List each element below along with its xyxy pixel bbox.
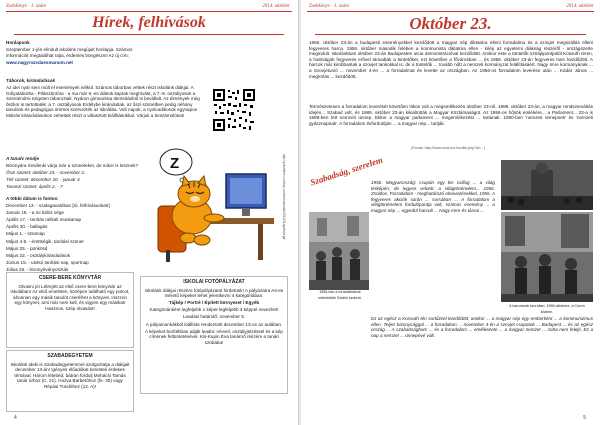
crowd-photo-illustration xyxy=(309,212,369,290)
date-line: Május 1. - szünnap xyxy=(6,231,45,237)
left-header-rule xyxy=(6,11,292,12)
szabadegyetem-text: Iskolánk ideki is Szabadegyetemmel szolgoztatja a diákjait december 13-án! Igényes előadókat kerestek érdekes témával. Három létebéd, bátran fordulj Mohácsi Tamás tanár úrhoz (C. 21). Hozva Barbetóhoz (fe. 30) vagy Répási Tündéhez (12. A)! xyxy=(10,361,130,389)
tail-text: Ez az egész a Kossuth téri sortűzzel kezdődött, amikor ... a magyar nép egy emberként ... a kommunizmus ellen. Teljes bizonysággal ... a forradalom ... november 4-én a szovjet csapatok ... Budapest ... és az egész ország ... A szabadságharc ... és a forradalom ... emlékezete ... a magyar nemzet ... soha nem felejti. Ez a nap a nemzet ... ünnepévé vált. xyxy=(371,316,593,338)
garfield-cartoon xyxy=(148,146,286,264)
caption-top: 1956-ban a forradalmárok ledöntötték Sztálin szobrát. xyxy=(318,290,362,300)
fotopalyazat-heading: ISKOLAI FOTÓPÁLYÁZAT xyxy=(183,279,245,285)
left-page-number: 4 xyxy=(14,415,17,421)
honlap-text: Szeptember 1-jén elindult iskolánk megújult honlapja. Számos információt megtalálhat rajta, érdemes böngészni! Az új cím: xyxy=(6,47,133,58)
date-line: Június 15. - utolsó tanítási nap, sportnap xyxy=(6,259,89,265)
right-header-date: 2014. október xyxy=(566,4,594,9)
left-header-date: 2014. október xyxy=(262,4,290,9)
honlap-heading: Honlapunk xyxy=(6,40,30,45)
tanulv-section xyxy=(6,156,156,191)
szabadegyetem-box xyxy=(6,350,134,412)
fotopalyazat-text1: Iskolánk diákjai részére fotópályázatot hirdetünk! A pályázatra A4-es méretű képeket lehet jelentkezni 4 kategóriában: xyxy=(144,287,284,299)
right-page-number: 5 xyxy=(583,415,586,421)
date-line: Május 22. - osztálykirándulások xyxy=(6,252,71,258)
taborok-heading: Táborok, kirándulások xyxy=(6,78,56,83)
tanulv-line: Tavaszi szünet: április 2. - 7. xyxy=(6,184,64,190)
svg-text:Z: Z xyxy=(170,155,180,172)
intro-text: 1956. október 23-án a budapesti eseményekkel kezdődött a magyar nép diktatúra elleni forradalma és a szovjet megszállás elleni fegyveres harca. 1956. október második felében a kommunista diktatúra ellen - kilép az egyetemi diákság részéről - országszerte megindult. Iskolánkban október 23-án Budapesten utcai demonstrációval kezdődött. Amikor este a tüntetők sztrájkpontjaitól Kossuth téren, a hatóságok fegyveres erővel támadták a tüntetőket, ezt követően a fővárosban ... és 1956. október 23-án fegyveres harc kezdődött. A harcok már kirobbantak a szovjet tankokkal is, de a tüntetők ... tovább nőtt a nemzeti kormányzat felállításáért. Nagy Imre kormányának ... a Szovjetunió ... november 4-én ... a forradalmat és levette az országban. Az 1956-os forradalom leverése után ... Kádár János ... megtorlás ... kezdődött. xyxy=(309,40,593,79)
fotopalyazat-text2: Kategóriánként legfeljebb 1 képet legfeljebb 3 képpel nevezhet! xyxy=(149,307,279,313)
fighters-photo xyxy=(501,212,593,302)
date-line: Július 26. - bizonyítványosztás xyxy=(6,266,69,272)
statue-photo xyxy=(501,160,593,210)
right-page xyxy=(301,0,600,425)
szabadegyetem-heading: SZABADEGYETEM xyxy=(47,353,93,359)
fotopalyazat-text4: A képeket borítékban adják leadni: névvel, osztályjelzéssel és a kép címének feltüntetésével. Kis-Kupin Éva tanárnő részére a tanári szobába! xyxy=(145,328,283,345)
fotopalyazat-box xyxy=(140,276,288,394)
second-paragraph: Természetesen a forradalom leverését követően titkos volt a megemlékezés október 23-ról. 1989. október 23-án, a magyar rendszerváltás idején... Szabad volt, és 1989. október 23-án kikiáltották a Magyar Köztársaságot. Az 1956-os hősök emlékére... a Parlament... 23-a is 1989-ben lett nemzeti ünnep. Ekkor a magyar parlament ... megemlékezést ... tartanak. 1990-ben 'nemzeti ünnepnek' és 'nemzeti gyásznapnak'. A forradalom évfordulóján ... a magyar nép... tartják. xyxy=(309,104,593,126)
cartoon-source: http://pulsefibre.com/wp-content/uploads/2014/01/garfield.gif xyxy=(282,154,286,240)
dates-heading: A többi dátum is fontos: xyxy=(6,196,59,201)
left-header-issue: Zsebkönyv · 1. szám xyxy=(6,4,46,9)
statue-photo-illustration xyxy=(501,160,593,210)
taborok-text: Az idei nyár sem múlt el események nélkül. Számos táborban vettek részt iskolánk diákjai. A Gólyatáborba - Pilisszántóra - a ma már 9.-es diákok kaptak meghívást, a 7.-8. osztályosok a Szentendrei szigeten táboroztak. Nyáron gimnazista ökrösításból is bevállalt. Az élmények még őszkor is tartottaték: a 7. osztályosok Erdélybe kirándultak, az őszi szünetben pedig néhány tanulónk és pedagógus örömet szervezték az iskolába. Volt napok, a nyolcadikosok egynapos Mátrás kirándulásokon vehettek részt a választott kiállításokkal. Várjuk a beszámolókat! xyxy=(6,85,200,119)
dates-section xyxy=(6,196,146,274)
fighters-photo-illustration xyxy=(501,212,593,302)
crowd-photo xyxy=(309,212,369,290)
tanulv-line: Őszi szünet: október 23. - november 2. xyxy=(6,170,86,176)
date-line: Január 16. - a mi hálóz vége xyxy=(6,210,64,216)
qr-code xyxy=(212,88,256,132)
date-line: December 13. - szalagavatóban [tó. felhívásunkat!] xyxy=(6,203,110,209)
honlap-url[interactable]: www.nagyrozsdaesmanum.net xyxy=(6,59,73,65)
date-line: Április 17. - tanítás nélküli munkanap xyxy=(6,217,82,223)
tanulv-line: Bizonyára mindenki várja már a szüneteket, de mikor is lesznek? xyxy=(6,163,139,169)
fotopalyazat-categories: Tájkép / Portré / Épített környezet / Egyéb xyxy=(168,300,260,306)
left-page-title: Hírek, felhívások xyxy=(92,14,206,31)
date-line: Április 30. - ballagás xyxy=(6,224,48,230)
source-line: (Forrás: http://www.mult-kor.hu/cikk.php?id=...) xyxy=(411,146,486,150)
poem-title: Szabadság, szerelem xyxy=(309,154,384,188)
right-page-title: Október 23. xyxy=(409,14,492,33)
taborok-section xyxy=(6,66,202,120)
right-header-rule xyxy=(307,11,594,12)
csere-bere-heading: CSERE-BERE KÖNYVTÁR xyxy=(38,275,102,281)
date-line: Május 25. - pünkösd xyxy=(6,245,48,251)
right-header-issue: Zsebkönyv · 1. szám xyxy=(309,4,349,9)
poem-text: 1956. Magyarország: csupán egy kis csillag ... a világ térképén, de legyen velünk: a világtörténelem... 1956. Zsoldos. Forradalom - meghatározó elnevezésekkel, 1956. A fegyveres akciók során ... sorsában ... A forradalom a világtörténelem fordulópontja volt, számos esemény ... a magyar nép ... egyedül harcolt ... Nagy Imre és társai ... xyxy=(371,180,495,213)
left-title-rule xyxy=(14,34,284,35)
fotopalyazat-text3: A pályamunkákból kiállítás rendezünk december 13-on az aulában. xyxy=(145,321,283,327)
csere-bere-text: Olvasni jó! Létrejött az első csere-bere könyvtár az iskolában! Az első emeleten, középen található egy polcot, ahonnan egy másik tanulót cserélhet a könyvet. Hozzon egy könyvet, ami már nem kell, és vigyen egy másikat! Hasznos, szép olvasást! xyxy=(10,283,130,311)
csere-bere-box xyxy=(6,272,134,348)
tanulv-heading: A tanulv rendje xyxy=(6,156,40,161)
tanulv-line: Téli szünet: december 20. - január 4. xyxy=(6,177,81,183)
honlap-section xyxy=(6,40,156,67)
date-line: Május 4-5. - érettségik, tanítási szünet xyxy=(6,238,84,244)
left-page xyxy=(0,0,299,425)
fotopalyazat-deadline: Leadási határidő: november 5. xyxy=(182,314,246,320)
right-title-rule xyxy=(315,34,586,35)
caption-bottom: A harcoknak szorultan. 1956 októbere, a Corvin közben. xyxy=(509,304,585,314)
garfield-cartoon-illustration xyxy=(148,146,278,264)
